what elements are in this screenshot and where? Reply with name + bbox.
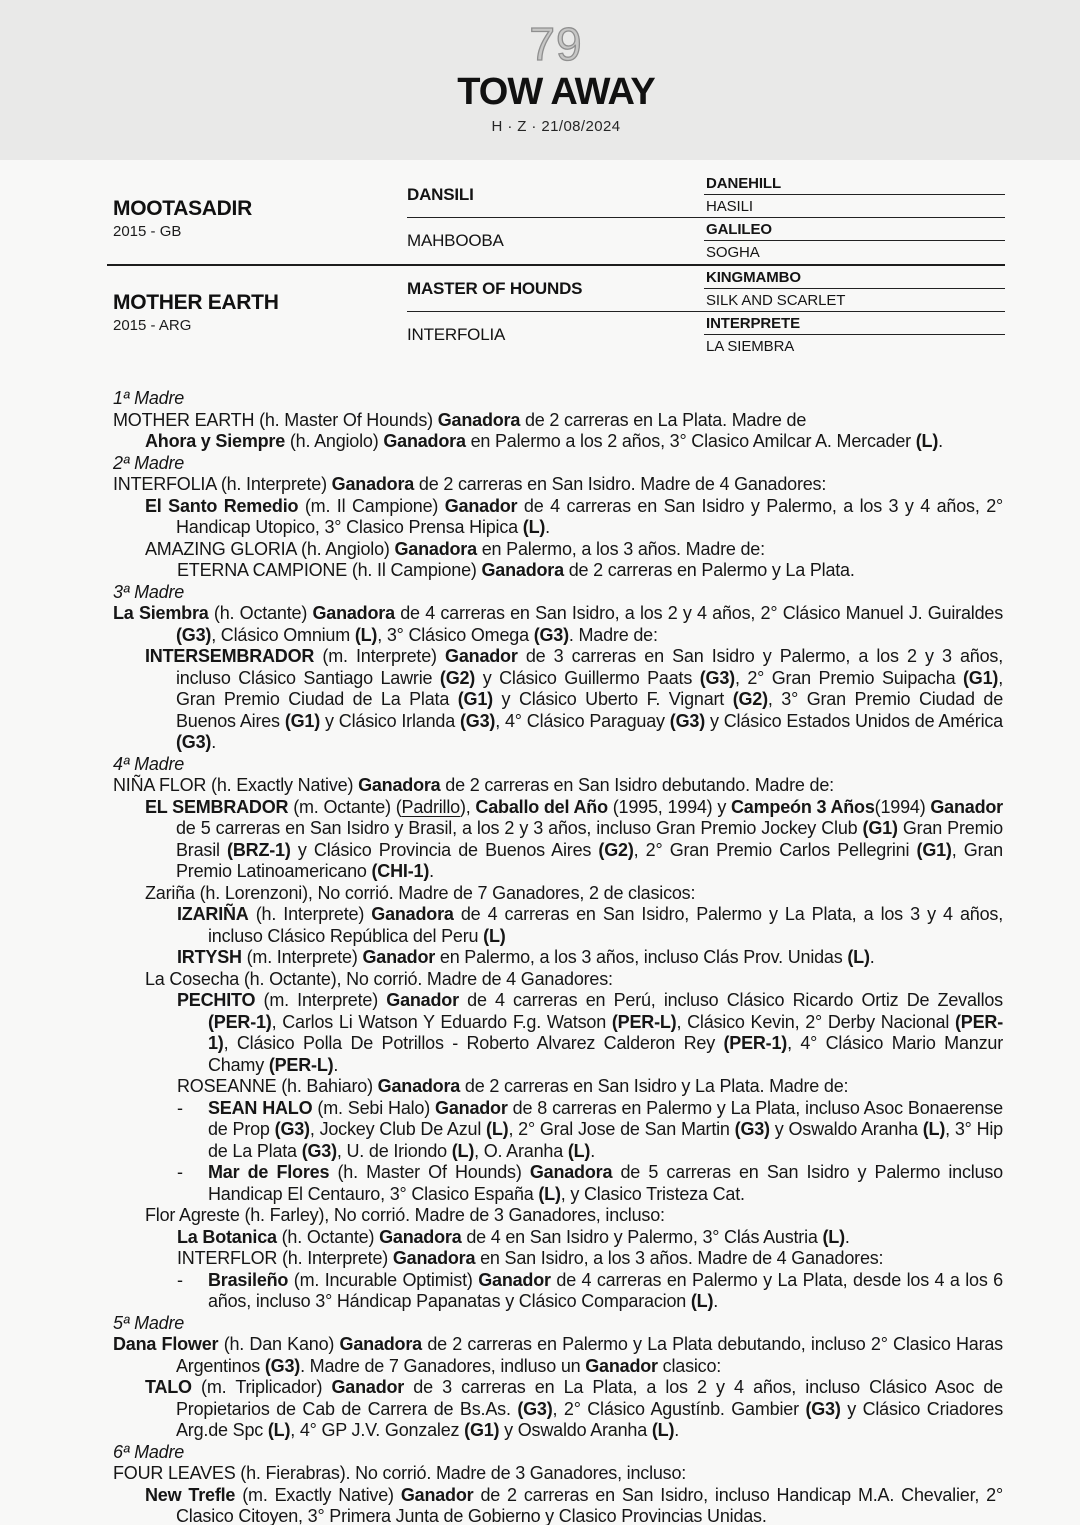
text-run: de 2 carreras en Palermo y La Plata. bbox=[563, 560, 855, 580]
text-run: (h. Master Of Hounds) bbox=[329, 1162, 530, 1182]
pedigree-note bbox=[113, 1098, 1003, 1163]
text-run: , 2° Gral Jose de San Martin bbox=[508, 1119, 735, 1139]
bold-run: Ganadora bbox=[437, 409, 521, 430]
text-run: , y Clasico Tristeza Cat. bbox=[560, 1183, 745, 1204]
bold-run: Ganador bbox=[362, 947, 436, 967]
bold-run: (L) bbox=[538, 1183, 561, 1204]
text-run: . bbox=[844, 1226, 850, 1247]
pedigree-note bbox=[113, 496, 1003, 539]
text-run: , Clásico Kevin, 2° Derby Nacional bbox=[676, 1011, 955, 1032]
sire-sire-cell bbox=[407, 172, 704, 218]
bold-run: Brasileño bbox=[208, 1269, 289, 1290]
page-header bbox=[0, 0, 1080, 160]
text-run: (m. Il Campione) bbox=[298, 495, 445, 516]
text-run: en Palermo a los 2 años, 3° Clasico Amilcar A. Mercader bbox=[465, 431, 916, 451]
bold-run: (L) bbox=[567, 1140, 591, 1161]
text-run: , 4° GP J.V. Gonzalez bbox=[290, 1420, 465, 1440]
text-run: (h. Dan Kano) bbox=[218, 1334, 340, 1354]
dam-cell bbox=[107, 266, 407, 358]
text-run: , Carlos Li Watson Y Eduardo F.g. Watson bbox=[271, 1011, 612, 1032]
text-run: ETERNA CAMPIONE (h. Il Campione) bbox=[177, 560, 482, 580]
text-run: MOTHER EARTH (h. Master Of Hounds) bbox=[113, 409, 438, 430]
madre-heading: 3ª Madre bbox=[113, 581, 185, 602]
text-run: (m. Triplicador) bbox=[191, 1377, 332, 1397]
text-run: de 5 carreras en San Isidro y Brasil, a los 2 y 3 años, incluso Gran Premio Jockey Club bbox=[176, 818, 863, 838]
grandparent-name: SILK AND SCARLET bbox=[704, 289, 1005, 312]
text-run: y Oswaldo Aranha bbox=[769, 1119, 923, 1139]
pedigree-note bbox=[113, 1270, 1003, 1313]
bold-run: (G3) bbox=[264, 1355, 301, 1376]
text-run: . bbox=[869, 947, 875, 967]
pedigree-table bbox=[107, 172, 1005, 358]
bold-run: Ganadora bbox=[371, 904, 454, 924]
horse-subtitle: H · Z · 21/08/2024 bbox=[491, 118, 621, 135]
text-run: FOUR LEAVES (h. Fierabras). No corrió. Madre de 3 Ganadores, incluso: bbox=[113, 1463, 687, 1483]
text-run: . bbox=[429, 861, 434, 881]
text-run: . bbox=[674, 1420, 680, 1440]
text-run: y Oswaldo Aranha bbox=[499, 1420, 652, 1440]
bold-run: PECHITO bbox=[177, 990, 256, 1010]
bold-run: (G2) bbox=[439, 667, 476, 688]
bold-run: (L) bbox=[651, 1420, 675, 1440]
underlined-run: Padrillo bbox=[401, 796, 460, 817]
madre-heading: 5ª Madre bbox=[113, 1312, 185, 1333]
text-run: , 4° Clásico Paraguay bbox=[495, 710, 670, 731]
text-run: de 2 carreras en Palermo y La Plata debutando, incluso 2° Clasico Haras Argentinos bbox=[176, 1334, 1003, 1376]
bold-run: INTERSEMBRADOR bbox=[145, 646, 315, 666]
text-run: Flor Agreste (h. Farley), No corrió. Madre de 3 Ganadores, incluso: bbox=[145, 1205, 665, 1225]
text-run: de 4 carreras en San Isidro, Palermo y La Plata, a los 3 y 4 años, incluso Clásico República del Peru bbox=[208, 904, 1003, 946]
dam-dam-name: INTERFOLIA bbox=[407, 325, 506, 344]
text-run: de 2 carreras en San Isidro debutando. Madre de: bbox=[440, 775, 834, 795]
bold-run: (BRZ-1) bbox=[227, 839, 291, 860]
bold-run: Mar de Flores bbox=[208, 1162, 330, 1182]
pedigree-note bbox=[113, 539, 1003, 561]
pedigree-note bbox=[113, 990, 1003, 1076]
text-run: La Cosecha (h. Octante), No corrió. Madre de 4 Ganadores: bbox=[145, 968, 613, 989]
text-run: de 3 carreras en San Isidro y Palermo, a los 2 y 3 años, incluso Clásico Santiago Lawrie bbox=[176, 646, 1004, 688]
bold-run: Caballo del Año bbox=[475, 796, 608, 817]
bold-run: Ganadora bbox=[383, 431, 466, 451]
text-run: de 4 carreras en San Isidro y Palermo, a los 3 y 4 años, 2° Handicap Utopico, 3° Clasico Prensa Hipica bbox=[176, 495, 1004, 537]
text-run: (m. Sebi Halo) bbox=[312, 1097, 436, 1118]
bold-run: IRTYSH bbox=[177, 947, 242, 967]
pedigree-note bbox=[113, 474, 1003, 496]
dam-name: MOTHER EARTH bbox=[113, 290, 279, 314]
text-run: ROSEANNE (h. Bahiaro) bbox=[177, 1076, 378, 1096]
grandparent-name: HASILI bbox=[704, 195, 1005, 218]
grandparent-name: DANEHILL bbox=[704, 172, 1005, 195]
madre-heading: 4ª Madre bbox=[113, 753, 185, 774]
pedigree-note bbox=[113, 1162, 1003, 1205]
text-run: de 4 carreras en Palermo y La Plata, desde los 4 a los 6 años, incluso 3° Hándicap Papanatas y Clásico Comparacion bbox=[208, 1269, 1003, 1311]
text-run: , 3° Clásico Omega bbox=[377, 624, 534, 645]
pedigree-note bbox=[113, 1227, 1003, 1249]
grandparent-name: KINGMAMBO bbox=[704, 266, 1005, 289]
text-run: , Clásico Polla De Potrillos - Roberto Alvarez Calderon Rey bbox=[223, 1033, 724, 1053]
pedigree-note bbox=[113, 775, 1003, 797]
bold-run: (L) bbox=[922, 1119, 946, 1139]
text-run: (h. Interprete) bbox=[248, 904, 372, 924]
bold-run: TALO bbox=[145, 1377, 192, 1397]
text-run: , Jockey Club De Azul bbox=[309, 1119, 487, 1139]
pedigree-note bbox=[113, 603, 1003, 646]
sire-dam-cell bbox=[407, 218, 704, 264]
madre-heading: 2ª Madre bbox=[113, 452, 185, 473]
sire-sire-name: DANSILI bbox=[407, 184, 474, 204]
grandparent-name: LA SIEMBRA bbox=[706, 338, 795, 355]
text-run: . bbox=[713, 1291, 719, 1311]
bold-run: SEAN HALO bbox=[208, 1097, 313, 1118]
text-run: (m. Interprete) bbox=[314, 646, 446, 666]
bold-run: (PER-1) bbox=[208, 1011, 272, 1032]
bold-run: (G3) bbox=[805, 1398, 841, 1419]
bold-run: (L) bbox=[451, 1140, 475, 1161]
text-run: (m. Incurable Optimist) bbox=[288, 1269, 479, 1290]
text-run: , U. de Iriondo bbox=[336, 1140, 452, 1161]
bold-run: (G3) bbox=[176, 624, 212, 645]
text-run: Gran Premio Brasil bbox=[176, 818, 1003, 860]
sire-cell bbox=[107, 172, 407, 264]
text-run: , 2° Gran Premio Carlos Pellegrini bbox=[633, 839, 917, 860]
text-run: de 2 carreras en San Isidro y La Plata. Madre de: bbox=[460, 1076, 849, 1096]
pedigree-note bbox=[113, 1248, 1003, 1270]
text-run: y Clásico Estados Unidos de América bbox=[705, 710, 1003, 731]
sire-year-country: 2015 - GB bbox=[113, 222, 182, 240]
bold-run: Ganador bbox=[400, 1484, 474, 1505]
bold-run: (G3) bbox=[274, 1119, 310, 1139]
bold-run: (L) bbox=[354, 624, 378, 645]
bold-run: El Santo Remedio bbox=[145, 495, 299, 516]
text-run: ), bbox=[459, 796, 476, 817]
bold-run: (G3) bbox=[669, 710, 705, 731]
text-run: de 8 carreras en Palermo y La Plata, incluso Asoc Bonaerense de Prop bbox=[208, 1097, 1003, 1139]
madre-heading: 6ª Madre bbox=[113, 1441, 185, 1462]
pedigree-note bbox=[113, 969, 1003, 991]
pedigree-note bbox=[113, 431, 1003, 453]
text-run: (1994) bbox=[874, 796, 931, 817]
text-run: (m. Interprete) bbox=[241, 947, 363, 967]
bold-run: Ganadora bbox=[529, 1162, 613, 1182]
bold-run: Ganador bbox=[585, 1355, 658, 1376]
bold-run: (PER-1) bbox=[208, 1011, 1003, 1053]
bold-run: (G1) bbox=[916, 839, 952, 860]
bold-run: Ganador bbox=[331, 1377, 405, 1397]
horse-name-title: TOW AWAY bbox=[457, 71, 655, 113]
bold-run: (G2) bbox=[732, 689, 768, 709]
pedigree-note bbox=[113, 797, 1003, 883]
bold-run: (G3) bbox=[533, 624, 569, 645]
bold-run: (L) bbox=[483, 925, 506, 946]
text-run: de 2 carreras en La Plata. Madre de bbox=[520, 409, 807, 430]
sire-name: MOOTASADIR bbox=[113, 196, 252, 220]
text-run: de 4 carreras en San Isidro, a los 2 y 4 años, 2° Clásico Manuel J. Guiraldes bbox=[394, 603, 1004, 623]
grandparent-name: SOGHA bbox=[706, 244, 760, 261]
text-run: (m. Exactly Native) bbox=[235, 1484, 401, 1505]
pedigree-note bbox=[113, 947, 1003, 969]
bold-run: Ganador bbox=[478, 1269, 551, 1290]
text-run: , 3° Hip de La Plata bbox=[208, 1119, 1003, 1161]
text-run: (m. Octante) ( bbox=[288, 796, 402, 817]
bold-run: (PER-L) bbox=[611, 1011, 677, 1032]
pedigree-note bbox=[113, 1334, 1003, 1377]
text-run: , 2° Gran Premio Suipacha bbox=[734, 667, 963, 688]
bold-run: (L) bbox=[822, 1226, 845, 1247]
bold-run: (G3) bbox=[301, 1140, 337, 1161]
pedigree-note bbox=[113, 646, 1003, 754]
dam-dam-cell bbox=[407, 312, 704, 358]
bold-run: Ganadora bbox=[339, 1334, 422, 1354]
bold-run: La Siembra bbox=[113, 603, 209, 623]
bold-run: (CHI-1) bbox=[371, 861, 430, 881]
dam-sire-name: MASTER OF HOUNDS bbox=[407, 278, 583, 298]
grandparent-name: GALILEO bbox=[704, 218, 1005, 241]
text-run: , Gran Premio Latinoamericano bbox=[176, 839, 1003, 881]
bold-run: (G3) bbox=[176, 732, 212, 752]
text-run: y Clásico Uberto F. Vignart bbox=[492, 689, 733, 709]
text-run: en San Isidro, a los 3 años. Madre de 4 Ganadores: bbox=[475, 1248, 884, 1268]
text-run: , Clásico Omnium bbox=[211, 624, 355, 645]
text-run: , 2° Clásico Agustínb. Gambier bbox=[552, 1398, 806, 1419]
text-run: AMAZING GLORIA (h. Angiolo) bbox=[145, 538, 395, 559]
bold-run: Ganadora bbox=[394, 538, 477, 559]
pedigree-note bbox=[113, 883, 1003, 905]
text-run: (1995, 1994) y bbox=[607, 796, 731, 817]
text-run: de 2 carreras en San Isidro. Madre de 4 Ganadores: bbox=[414, 474, 827, 494]
text-run: , O. Aranha bbox=[474, 1140, 568, 1161]
text-run: . Madre de 7 Ganadores, indluso un bbox=[300, 1355, 586, 1376]
bold-run: Ganadora bbox=[392, 1248, 476, 1268]
bold-run: Ganador bbox=[445, 646, 518, 666]
pedigree-note bbox=[113, 1205, 1003, 1227]
text-run: INTERFOLIA (h. Interprete) bbox=[113, 474, 332, 494]
bold-run: Ganadora bbox=[312, 603, 395, 623]
text-run: . bbox=[590, 1140, 596, 1161]
bold-run: New Trefle bbox=[145, 1484, 236, 1505]
pedigree-note bbox=[113, 560, 1003, 582]
bold-run: Ganador bbox=[386, 990, 459, 1010]
bold-run: (G3) bbox=[699, 667, 735, 688]
text-run: y Clásico Guillermo Paats bbox=[475, 667, 700, 688]
pedigree-sire-block bbox=[107, 172, 1005, 266]
bold-run: Ganadora bbox=[358, 775, 441, 795]
pedigree-note bbox=[113, 904, 1003, 947]
sire-dam-name: MAHBOOBA bbox=[407, 231, 504, 250]
bold-run: (G1) bbox=[963, 667, 999, 688]
text-run: . Madre de: bbox=[568, 624, 658, 645]
bold-run: (G1) bbox=[457, 689, 493, 709]
text-run: de 4 carreras en Perú, incluso Clásico Ricardo Ortiz De Zevallos bbox=[458, 990, 1003, 1010]
text-run: . bbox=[938, 431, 943, 451]
text-run: . bbox=[333, 1054, 339, 1075]
bold-run: (G2) bbox=[598, 839, 634, 860]
bold-run: Ganadora bbox=[331, 474, 415, 494]
dam-sire-cell bbox=[407, 266, 704, 312]
dash-bullet: - bbox=[177, 1097, 183, 1118]
bold-run: Campeón 3 Años bbox=[731, 796, 875, 817]
text-run: (h. Octante) bbox=[208, 603, 313, 623]
bold-run: (G1) bbox=[862, 818, 898, 838]
pedigree-dam-block bbox=[107, 266, 1005, 358]
bold-run: IZARIÑA bbox=[177, 904, 249, 924]
bold-run: (G3) bbox=[517, 1398, 553, 1419]
bold-run: (L) bbox=[915, 431, 939, 451]
text-run: y Clásico Provincia de Buenos Aires bbox=[290, 839, 599, 860]
text-run: de 5 carreras en San Isidro y Palermo incluso Handicap El Centauro, 3° Clasico España bbox=[208, 1162, 1003, 1204]
text-run: en Palermo, a los 3 años. Madre de: bbox=[476, 538, 765, 559]
bold-run: La Botanica bbox=[177, 1226, 277, 1247]
pedigree-note bbox=[113, 1485, 1003, 1525]
text-run: , 3° Gran Premio Ciudad de Buenos Aires bbox=[176, 689, 1004, 731]
text-run: , 4° Clásico Mario Manzur Chamy bbox=[208, 1033, 1004, 1075]
text-run: y Clásico Irlanda bbox=[320, 710, 460, 731]
pedigree-note bbox=[113, 1076, 1003, 1098]
text-run: (h. Octante) bbox=[276, 1226, 380, 1247]
text-run: clasico: bbox=[657, 1355, 722, 1376]
dam-year-country: 2015 - ARG bbox=[113, 316, 192, 334]
bold-run: Dana Flower bbox=[113, 1334, 219, 1354]
dash-bullet: - bbox=[177, 1269, 183, 1290]
text-run: . bbox=[211, 732, 217, 752]
bold-run: Ahora y Siempre bbox=[145, 431, 286, 451]
text-run: (h. Angiolo) bbox=[285, 431, 384, 451]
bold-run: Ganadora bbox=[481, 560, 564, 580]
lot-number: 79 bbox=[529, 18, 583, 70]
text-run: . bbox=[545, 517, 550, 537]
text-run: de 4 en San Isidro y Palermo, 3° Clás Austria bbox=[461, 1226, 823, 1247]
bold-run: (G3) bbox=[460, 710, 496, 731]
pedigree-note bbox=[113, 410, 1003, 432]
madre-heading: 1ª Madre bbox=[113, 388, 185, 408]
bold-run: (PER-L) bbox=[268, 1054, 334, 1075]
bold-run: (L) bbox=[486, 1119, 509, 1139]
bold-run: (G1) bbox=[464, 1420, 500, 1440]
text-run: INTERFLOR (h. Interprete) bbox=[177, 1248, 393, 1268]
text-run: , Gran Premio Ciudad de La Plata bbox=[176, 667, 1004, 709]
bold-run: (L) bbox=[847, 947, 870, 967]
text-run: NIÑA FLOR (h. Exactly Native) bbox=[113, 775, 359, 795]
bold-run: (L) bbox=[522, 517, 546, 537]
header-content bbox=[107, 18, 1005, 135]
grandparent-name: INTERPRETE bbox=[704, 312, 1005, 335]
text-run: y Clásico Criadores Arg.de Spc bbox=[176, 1398, 1003, 1440]
text-run: (m. Interprete) bbox=[255, 990, 387, 1010]
pedigree-note bbox=[113, 1463, 1003, 1485]
bold-run: (G3) bbox=[734, 1119, 770, 1139]
dash-bullet: - bbox=[177, 1162, 183, 1182]
pedigree-notes bbox=[113, 388, 1003, 1525]
text-run: de 2 carreras en San Isidro, incluso Handicap M.A. Chevalier, 2° Clasico Citoyen, 3° Primera Junta de Gobierno y Clasico Provincias Unidas. bbox=[176, 1484, 1003, 1525]
text-run: en Palermo, a los 3 años, incluso Clás Prov. Unidas bbox=[435, 947, 848, 967]
pedigree-note bbox=[113, 1377, 1003, 1442]
bold-run: Ganadora bbox=[377, 1076, 461, 1096]
text-run: de 3 carreras en La Plata, a los 2 y 4 años, incluso Clásico Asoc de Propietarios de Cab de Carrera de Bs.As. bbox=[176, 1377, 1003, 1419]
bold-run: Ganador bbox=[444, 495, 518, 516]
bold-run: Ganadora bbox=[379, 1226, 462, 1247]
bold-run: (L) bbox=[690, 1291, 714, 1311]
bold-run: Ganador bbox=[435, 1097, 508, 1118]
bold-run: EL SEMBRADOR bbox=[145, 796, 289, 817]
bold-run: Ganador bbox=[930, 796, 1003, 817]
bold-run: (PER-1) bbox=[723, 1033, 788, 1053]
bold-run: (L) bbox=[267, 1420, 291, 1440]
text-run: Zariña (h. Lorenzoni), No corrió. Madre de 7 Ganadores, 2 de clasicos: bbox=[145, 882, 696, 903]
bold-run: (G1) bbox=[284, 710, 321, 731]
